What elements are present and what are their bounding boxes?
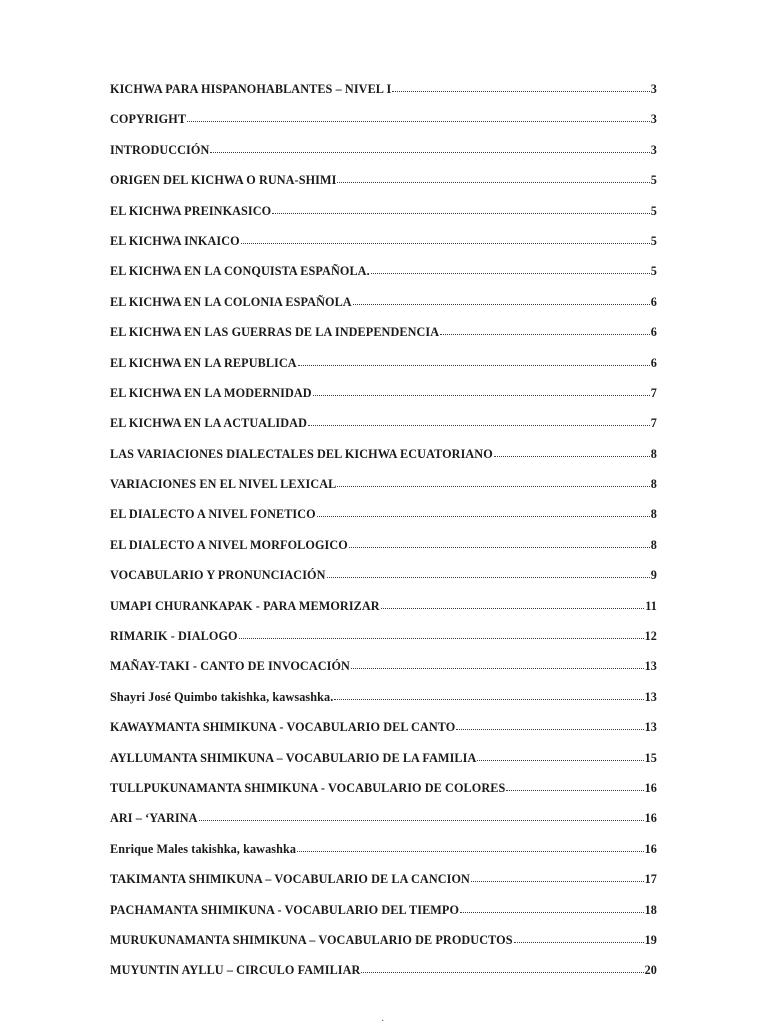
toc-entry-title: LAS VARIACIONES DIALECTALES DEL KICHWA ECUATORIANO <box>110 446 493 461</box>
toc-dot-leader <box>349 535 650 548</box>
toc-dot-leader <box>327 565 650 578</box>
toc-entry[interactable] <box>110 414 657 444</box>
toc-entry[interactable] <box>110 536 657 566</box>
toc-entry-title: EL KICHWA EN LA COLONIA ESPAÑOLA <box>110 294 352 309</box>
toc-entry[interactable] <box>110 445 657 475</box>
toc-entry-page-number: 3 <box>650 112 657 127</box>
toc-entry[interactable] <box>110 961 657 991</box>
toc-entry-page-number: 8 <box>650 446 657 461</box>
toc-entry[interactable] <box>110 141 657 171</box>
toc-entry[interactable] <box>110 931 657 961</box>
toc-entry-page-number: 13 <box>644 689 657 704</box>
toc-entry[interactable] <box>110 901 657 931</box>
toc-dot-leader <box>272 201 650 214</box>
toc-entry-title: EL KICHWA EN LAS GUERRAS DE LA INDEPENDENCIA <box>110 325 440 340</box>
toc-entry-title: COPYRIGHT <box>110 112 187 127</box>
toc-entry[interactable] <box>110 688 657 718</box>
toc-dot-leader <box>199 808 644 821</box>
toc-dot-leader <box>308 413 650 426</box>
toc-entry-title: EL KICHWA EN LA REPUBLICA <box>110 355 297 370</box>
toc-entry-title: UMAPI CHURANKAPAK - PARA MEMORIZAR <box>110 598 380 613</box>
toc-entry-page-number: 6 <box>650 355 657 370</box>
toc-dot-leader <box>241 231 650 244</box>
page-footer-mark: · <box>381 1016 385 1027</box>
toc-entry-title: VARIACIONES EN EL NIVEL LEXICAL <box>110 477 337 492</box>
toc-entry-page-number: 3 <box>650 82 657 96</box>
toc-entry-title: MURUKUNAMANTA SHIMIKUNA – VOCABULARIO DE PRODUCTOS <box>110 932 513 947</box>
toc-dot-leader <box>494 444 650 457</box>
toc-entry-page-number: 5 <box>650 173 657 188</box>
toc-entry-title: PACHAMANTA SHIMIKUNA - VOCABULARIO DEL TIEMPO <box>110 902 460 917</box>
toc-entry[interactable] <box>110 718 657 748</box>
toc-entry-title: MUYUNTIN AYLLU – CIRCULO FAMILIAR <box>110 963 361 978</box>
toc-entry-page-number: 5 <box>650 203 657 218</box>
toc-entry-page-number: 6 <box>650 294 657 309</box>
toc-entry-title: ARI – ‘YARINA <box>110 811 198 826</box>
toc-entry[interactable] <box>110 384 657 414</box>
toc-entry-title: EL KICHWA EN LA CONQUISTA ESPAÑOLA. <box>110 264 370 279</box>
toc-dot-leader <box>440 322 650 335</box>
toc-entry-page-number: 13 <box>644 659 657 674</box>
toc-dot-leader <box>506 778 643 791</box>
toc-entry-page-number: 17 <box>644 872 657 887</box>
toc-entry[interactable] <box>110 657 657 687</box>
toc-entry-page-number: 8 <box>650 477 657 492</box>
toc-dot-leader <box>460 900 644 913</box>
toc-dot-leader <box>353 292 650 305</box>
toc-entry-title: VOCABULARIO Y PRONUNCIACIÓN <box>110 568 326 583</box>
toc-entry-title: MAÑAY-TAKI - CANTO DE INVOCACIÓN <box>110 659 350 674</box>
toc-entry[interactable] <box>110 110 657 140</box>
toc-entry-title: Enrique Males takishka, kawashka <box>110 841 297 856</box>
toc-entry[interactable] <box>110 171 657 201</box>
toc-entry-page-number: 3 <box>650 142 657 157</box>
toc-entry-title: EL DIALECTO A NIVEL FONETICO <box>110 507 316 522</box>
toc-entry-page-number: 15 <box>644 750 657 765</box>
toc-entry[interactable] <box>110 323 657 353</box>
toc-entry-page-number: 7 <box>650 416 657 431</box>
toc-entry-page-number: 20 <box>644 963 657 978</box>
toc-entry-title: ORIGEN DEL KICHWA O RUNA-SHIMI <box>110 173 337 188</box>
toc-dot-leader <box>471 869 644 882</box>
toc-entry-page-number: 18 <box>644 902 657 917</box>
toc-entry[interactable] <box>110 749 657 779</box>
toc-entry[interactable] <box>110 505 657 535</box>
toc-entry-title: KICHWA PARA HISPANOHABLANTES – NIVEL I <box>110 82 392 96</box>
toc-dot-leader <box>313 383 650 396</box>
toc-entry-page-number: 12 <box>644 629 657 644</box>
toc-dot-leader <box>381 596 645 609</box>
toc-entry-page-number: 19 <box>644 932 657 947</box>
toc-entry-title: TULLPUKUNAMANTA SHIMIKUNA - VOCABULARIO DE COLORES <box>110 780 506 795</box>
toc-entry-title: EL DIALECTO A NIVEL MORFOLOGICO <box>110 537 348 552</box>
toc-entry-title: AYLLUMANTA SHIMIKUNA – VOCABULARIO DE LA FAMILIA <box>110 750 477 765</box>
toc-dot-leader <box>337 474 649 487</box>
toc-dot-leader <box>297 839 644 852</box>
toc-entry[interactable] <box>110 779 657 809</box>
toc-entry-page-number: 9 <box>650 568 657 583</box>
toc-entry[interactable] <box>110 232 657 262</box>
toc-entry[interactable] <box>110 566 657 596</box>
toc-dot-leader <box>298 353 650 366</box>
toc-entry-page-number: 11 <box>645 598 657 613</box>
toc-entry-page-number: 5 <box>650 264 657 279</box>
toc-entry[interactable] <box>110 870 657 900</box>
toc-dot-leader <box>514 930 644 943</box>
toc-dot-leader <box>456 717 643 730</box>
toc-entry[interactable] <box>110 80 657 110</box>
toc-entry[interactable] <box>110 597 657 627</box>
toc-entry[interactable] <box>110 627 657 657</box>
toc-entry[interactable] <box>110 475 657 505</box>
toc-dot-leader <box>210 140 649 153</box>
toc-entry-page-number: 8 <box>650 537 657 552</box>
toc-entry-title: TAKIMANTA SHIMIKUNA – VOCABULARIO DE LA CANCION <box>110 872 470 887</box>
toc-entry-title: EL KICHWA INKAICO <box>110 233 240 248</box>
toc-dot-leader <box>239 626 644 639</box>
toc-dot-leader <box>361 960 643 973</box>
toc-entry-title: INTRODUCCIÓN <box>110 142 210 157</box>
toc-dot-leader <box>477 748 643 761</box>
toc-dot-leader <box>317 504 650 517</box>
table-of-contents <box>110 80 657 992</box>
toc-entry-title: EL KICHWA EN LA MODERNIDAD <box>110 385 312 400</box>
toc-dot-leader <box>371 261 650 274</box>
toc-entry[interactable] <box>110 262 657 292</box>
toc-entry[interactable] <box>110 354 657 384</box>
toc-dot-leader <box>351 656 644 669</box>
toc-entry[interactable] <box>110 202 657 232</box>
toc-dot-leader <box>334 687 643 700</box>
toc-entry-page-number: 13 <box>644 720 657 735</box>
toc-entry[interactable] <box>110 840 657 870</box>
toc-entry-title: EL KICHWA PREINKASICO <box>110 203 272 218</box>
toc-entry-title: RIMARIK - DIALOGO <box>110 629 238 644</box>
toc-entry-page-number: 8 <box>650 507 657 522</box>
toc-entry-page-number: 5 <box>650 233 657 248</box>
toc-entry[interactable] <box>110 293 657 323</box>
toc-entry-title: EL KICHWA EN LA ACTUALIDAD <box>110 416 307 431</box>
toc-entry-title: KAWAYMANTA SHIMIKUNA - VOCABULARIO DEL CANTO <box>110 720 456 735</box>
toc-entry-page-number: 16 <box>644 841 657 856</box>
toc-dot-leader <box>187 109 650 122</box>
toc-entry[interactable] <box>110 809 657 839</box>
toc-entry-page-number: 16 <box>644 780 657 795</box>
toc-dot-leader <box>337 170 649 183</box>
toc-entry-page-number: 6 <box>650 325 657 340</box>
toc-entry-page-number: 7 <box>650 385 657 400</box>
toc-entry-title: Shayri José Quimbo takishka, kawsashka. <box>110 689 334 704</box>
toc-entry-page-number: 16 <box>644 811 657 826</box>
toc-dot-leader <box>392 79 649 92</box>
